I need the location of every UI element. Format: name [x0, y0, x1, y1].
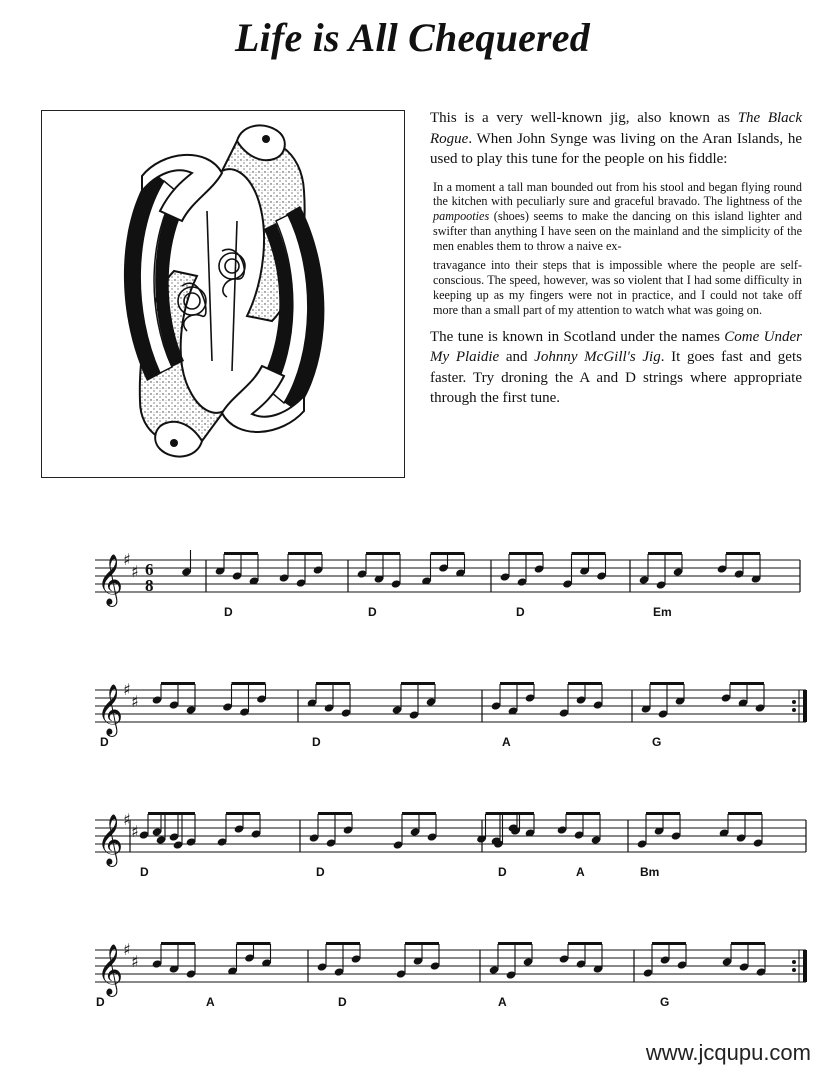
note-beam — [500, 812, 534, 815]
treble-clef-icon: 𝄞 — [97, 814, 124, 865]
note-beam — [646, 812, 680, 815]
chord-label: D — [338, 995, 347, 1009]
sharp-c-icon: ♯ — [131, 822, 139, 841]
time-signature-bottom: 8 — [145, 576, 154, 595]
chord-label: D — [498, 865, 507, 879]
chord-label: D — [316, 865, 325, 879]
sharp-c-icon: ♯ — [131, 562, 139, 581]
treble-clef-icon: 𝄞 — [97, 684, 124, 735]
note-beam — [318, 812, 352, 815]
note-beam — [568, 682, 602, 685]
treble-clef-icon: 𝄞 — [97, 944, 124, 995]
chord-label: G — [652, 735, 662, 749]
chord-label: D — [100, 735, 109, 749]
sharp-f-icon: ♯ — [123, 680, 131, 699]
note-beam — [730, 682, 764, 685]
sharp-f-icon: ♯ — [123, 550, 131, 569]
note-beam — [726, 552, 760, 555]
quote-text-2: travagance into their steps that is impossible where the people are self-conscious. The speed, however, was so violent that I had some difficulty in keeping up as my fingers were not in practice, and I could not take off more than a small part of my attention to watch what was going on. — [433, 258, 802, 317]
outro-text: The tune is known in Scotland under the names — [430, 328, 725, 345]
note-beam — [650, 682, 684, 685]
intro-text: This is a very well-known jig, also known as — [430, 110, 738, 126]
chord-label: A — [502, 735, 511, 749]
intro-text-end: . When John Synge was living on the Aran Islands, he used to play this tune for the people on his fiddle: — [430, 130, 802, 167]
repeat-dot — [792, 700, 796, 704]
music-staff-4 — [0, 930, 825, 1040]
chord-label: A — [576, 865, 585, 879]
chord-label: A — [498, 995, 507, 1009]
note-beam — [161, 682, 195, 685]
text-column — [430, 108, 802, 409]
repeat-dot — [792, 708, 796, 712]
note-beam — [316, 682, 350, 685]
page-title: Life is All Chequered — [235, 15, 590, 60]
chord-label: D — [516, 605, 525, 619]
celtic-beast-drawing — [42, 111, 403, 476]
note-beam — [500, 682, 534, 685]
note-beam — [566, 812, 600, 815]
quote-italic: pampooties — [433, 209, 490, 224]
repeat-barline-thick — [803, 690, 807, 722]
chord-label: D — [312, 735, 321, 749]
music-staff-2 — [0, 670, 825, 780]
chord-label: Bm — [640, 865, 660, 879]
watermark: www.jcqupu.com — [645, 1040, 811, 1065]
note-beam — [226, 812, 260, 815]
note-beam — [731, 942, 765, 945]
note-beam — [148, 812, 182, 815]
sharp-f-icon: ♯ — [123, 940, 131, 959]
quote-paragraph — [433, 180, 802, 318]
note-beam — [366, 552, 400, 555]
chord-label: D — [224, 605, 233, 619]
note-beam — [401, 682, 435, 685]
note-beam — [237, 942, 271, 945]
chord-label: A — [206, 995, 215, 1009]
celtic-illustration — [41, 110, 405, 478]
music-staff-1 — [0, 540, 825, 650]
intro-italic: The Black Rogue — [430, 110, 802, 147]
note-beam — [498, 942, 532, 945]
note-beam — [509, 552, 543, 555]
repeat-dot — [792, 968, 796, 972]
sharp-c-icon: ♯ — [131, 692, 139, 711]
note-beam — [232, 682, 266, 685]
chord-label: G — [660, 995, 670, 1009]
note-beam — [728, 812, 762, 815]
quote-text: In a moment a tall man bounded out from his stool and began flying round the kitchen with peculiarly sure and graceful bravado. The lightness of the — [433, 179, 802, 209]
outro-text-mid: and — [499, 349, 535, 366]
note-beam — [405, 942, 439, 945]
outro-text-end: . It goes fast and gets faster. Try droning the A and D strings where appropriate through the first tune. — [430, 349, 802, 407]
sharp-f-icon: ♯ — [123, 810, 131, 829]
note-beam — [431, 552, 465, 555]
intro-paragraph — [430, 108, 802, 170]
note-beam — [648, 552, 682, 555]
repeat-barline-thick — [803, 950, 807, 982]
treble-clef-icon: 𝄞 — [97, 554, 124, 605]
note-beam — [652, 942, 686, 945]
chord-label: D — [140, 865, 149, 879]
outro-italic-1: Come Under My Plaidie — [430, 328, 802, 366]
note-beam — [568, 942, 602, 945]
note-beam — [572, 552, 606, 555]
chord-label: D — [96, 995, 105, 1009]
repeat-dot — [792, 960, 796, 964]
outro-paragraph — [430, 327, 802, 409]
note-beam — [402, 812, 436, 815]
note-beam — [161, 942, 195, 945]
note-beam — [288, 552, 322, 555]
music-staff-3 — [0, 800, 825, 910]
sharp-c-icon: ♯ — [131, 952, 139, 971]
chord-label: D — [368, 605, 377, 619]
note-beam — [326, 942, 360, 945]
quote-text-cont: (shoes) seems to make the dancing on this island lighter and swifter than anything I have seen on the mainland and the simplicity of the men enables them to throw a naive ex- — [433, 209, 802, 253]
chord-label: Em — [653, 605, 672, 619]
time-signature-top: 6 — [145, 560, 154, 579]
outro-italic-2: Johnny McGill's Jig — [534, 349, 661, 366]
note-beam — [224, 552, 258, 555]
